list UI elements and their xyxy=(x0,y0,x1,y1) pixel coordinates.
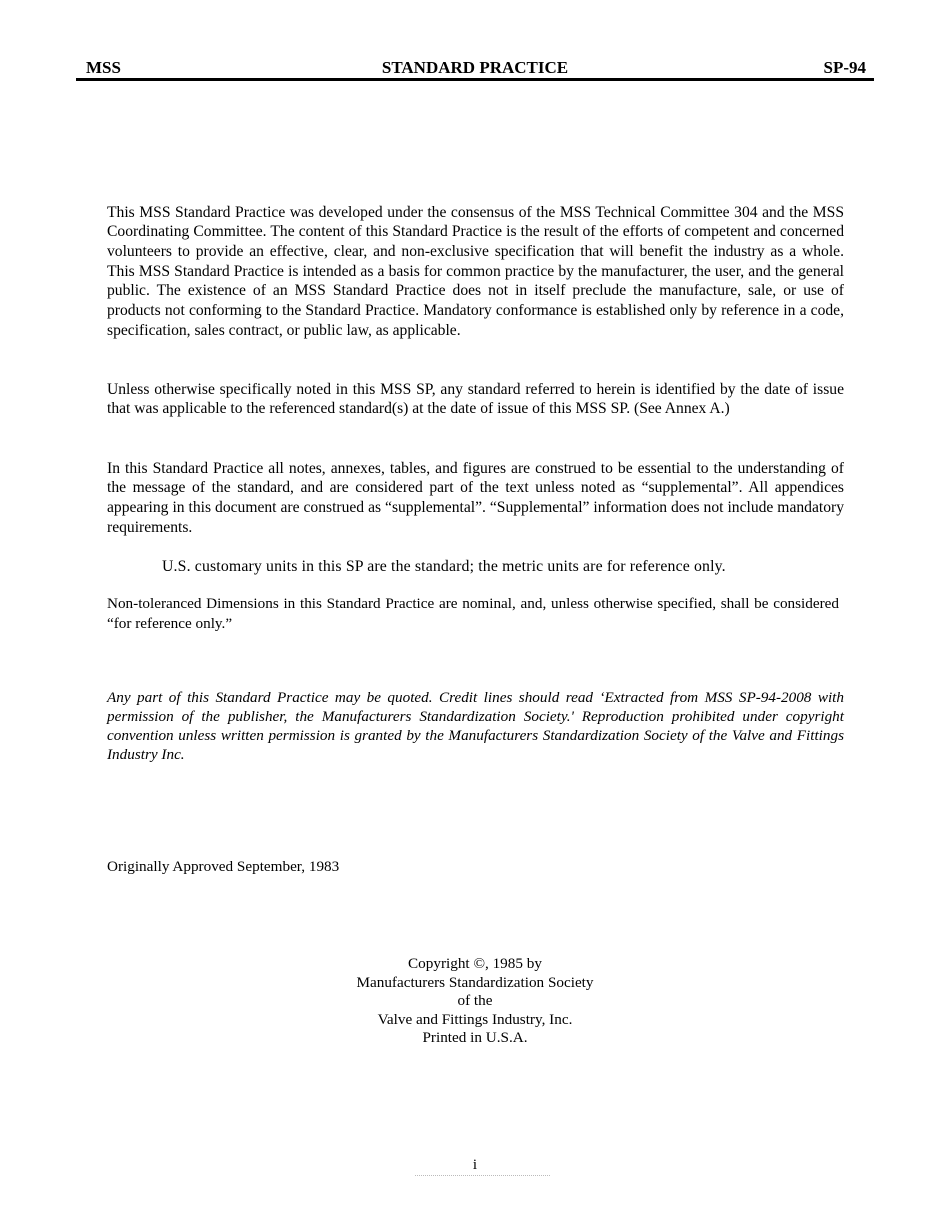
page-number: i xyxy=(472,1157,478,1173)
supplemental-paragraph: In this Standard Practice all notes, annexes, tables, and figures are construed to be essential to the understanding of the message of the standard, and are considered part of the text unless noted as “supplemental”. All appendices appearing in this document are construed as “supplemental”. “Supplemental” information does not include mandatory requirements. xyxy=(107,459,844,536)
approval-date: Originally Approved September, 1983 xyxy=(107,858,340,876)
consensus-paragraph: This MSS Standard Practice was developed under the consensus of the MSS Technical Committee 304 and the MSS Coordinating Committee. The content of this Standard Practice is the result of the efforts of competent and concerned volunteers to provide an effective, clear, and non-exclusive specification that will benefit the industry as a whole. This MSS Standard Practice is intended as a basis for common practice by the manufacturer, the user, and the general public. The existence of an MSS Standard Practice does not in itself preclude the manufacture, sale, or use of products not conforming to the Standard Practice. Mandatory conformance is established only by reference in a code, specification, sales contract, or public law, as applicable. xyxy=(107,203,844,339)
copyright-block xyxy=(275,955,675,1048)
header-rule xyxy=(76,78,874,81)
footer-dotted-rule xyxy=(415,1175,550,1177)
copyright-printed: Printed in U.S.A. xyxy=(422,1029,528,1046)
page-header xyxy=(76,57,874,77)
header-organization: MSS xyxy=(86,58,121,77)
quotation-notice: Any part of this Standard Practice may be quoted. Credit lines should read ‘Extracted from MSS SP-94-2008 with permission of the publisher, the Manufacturers Standardization Society.' Reproduction prohibited under copyright convention unless written permission is granted by the Manufacturers Standardization Society of the Valve and Fittings Industry Inc. xyxy=(107,689,844,764)
copyright-organization: Manufacturers Standardization Society xyxy=(356,973,594,991)
dimensions-paragraph: Non-toleranced Dimensions in this Standard Practice are nominal, and, unless otherwise specified, shall be considered “for reference only.” xyxy=(107,595,839,632)
units-paragraph: U.S. customary units in this SP are the standard; the metric units are for reference only. xyxy=(162,557,726,575)
header-title: STANDARD PRACTICE xyxy=(381,58,569,77)
copyright-industry: Valve and Fittings Industry, Inc. xyxy=(377,1010,573,1028)
copyright-line: of the xyxy=(457,992,493,1009)
header-document-number: SP-94 xyxy=(823,58,866,77)
copyright-line: Copyright ©, 1985 by xyxy=(408,955,542,972)
referenced-standards-paragraph: Unless otherwise specifically noted in this MSS SP, any standard referred to herein is identified by the date of issue that was applicable to the referenced standard(s) at the date of issue of this MSS SP. (See Annex A.) xyxy=(107,380,844,418)
